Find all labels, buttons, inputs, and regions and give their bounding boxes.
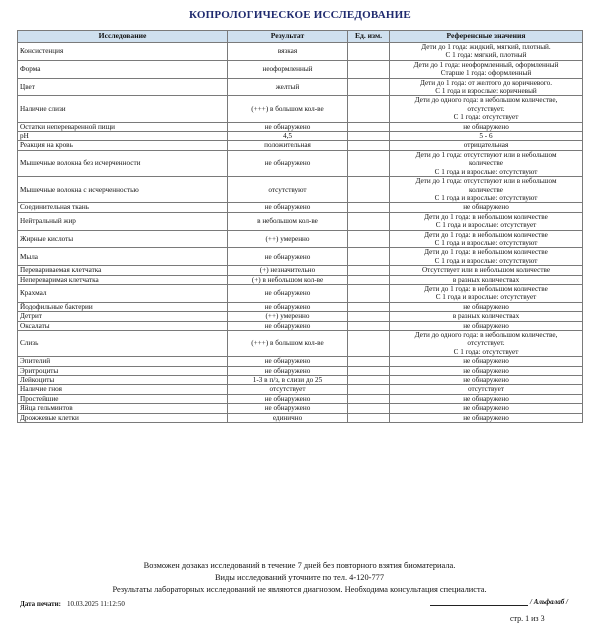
row-result: не обнаружено: [228, 302, 348, 311]
row-unit: [348, 357, 390, 366]
results-table: [17, 30, 583, 423]
row-result: не обнаружено: [228, 284, 348, 302]
row-test-name: Наличие слизи: [18, 96, 228, 122]
row-test-name: Перевариваемая клетчатка: [18, 266, 228, 275]
row-result: (+) незначительно: [228, 266, 348, 275]
reference-line: Старше 1 года: оформленный: [440, 69, 532, 78]
reference-line: 5 - 6: [479, 132, 493, 141]
signature-line: [430, 597, 528, 606]
print-date-value: 10.03.2025 11:12:50: [66, 600, 125, 608]
results-body: [18, 43, 583, 423]
table-row: [18, 203, 583, 212]
reference-line: не обнаружено: [463, 413, 509, 422]
reference-line: отсутствует.: [467, 104, 505, 113]
row-unit: [348, 78, 390, 96]
row-reference: [390, 212, 583, 230]
reference-line: не обнаружено: [463, 366, 509, 375]
row-result: положительная: [228, 141, 348, 150]
footer-note-phone: Виды исследований уточните по тел. 4-120-777: [214, 573, 385, 582]
row-result: не обнаружено: [228, 203, 348, 212]
table-row: [18, 394, 583, 403]
table-row: [18, 331, 583, 357]
table-row: [18, 275, 583, 284]
row-reference: [390, 312, 583, 321]
header-unit: Ед. изм.: [348, 31, 390, 43]
row-test-name: Простейшие: [18, 394, 228, 403]
table-row: [18, 78, 583, 96]
row-reference: [390, 96, 583, 122]
row-unit: [348, 60, 390, 78]
reference-line: не обнаружено: [463, 394, 509, 403]
reference-line: отсутствует.: [467, 339, 505, 348]
row-unit: [348, 284, 390, 302]
row-reference: [390, 331, 583, 357]
row-test-name: Непереваримая клетчатка: [18, 275, 228, 284]
row-reference: [390, 302, 583, 311]
row-unit: [348, 404, 390, 413]
row-reference: [390, 357, 583, 366]
reference-line: С 1 года и взрослые: отсутствуют: [434, 167, 538, 176]
row-test-name: Консистенция: [18, 43, 228, 61]
row-test-name: Форма: [18, 60, 228, 78]
row-result: не обнаружено: [228, 357, 348, 366]
row-unit: [348, 394, 390, 403]
reference-line: Дети до одного года: в небольшом количестве,: [414, 331, 558, 339]
reference-line: С 1 года и взрослые: отсутствует: [435, 221, 537, 230]
row-reference: [390, 78, 583, 96]
row-test-name: Эпителий: [18, 357, 228, 366]
print-date: [20, 600, 125, 608]
row-unit: [348, 413, 390, 422]
reference-line: не обнаружено: [463, 404, 509, 413]
table-row: [18, 150, 583, 176]
row-unit: [348, 122, 390, 131]
row-test-name: Мышечные волокна с исчерченностью: [18, 177, 228, 203]
reference-line: количестве: [469, 159, 503, 168]
table-row: [18, 404, 583, 413]
row-result: желтый: [228, 78, 348, 96]
row-result: (+++) в большом кол-ве: [228, 96, 348, 122]
row-result: единично: [228, 413, 348, 422]
row-result: неоформленный: [228, 60, 348, 78]
reference-line: Дети до одного года: в небольшом количестве,: [414, 96, 558, 105]
row-test-name: Слизь: [18, 331, 228, 357]
header-reference: Референсные значения: [390, 31, 583, 43]
row-test-name: Жирные кислоты: [18, 230, 228, 248]
footer-notes: [17, 560, 582, 596]
row-test-name: Нейтральный жир: [18, 212, 228, 230]
footer-note-disclaimer: Результаты лабораторных исследований не являются диагнозом. Необходима консультация специалиста.: [112, 585, 487, 594]
header-result: Результат: [228, 31, 348, 43]
footer-note-reorder: Возможен дозаказ исследований в течение 7 дней без повторного взятия биоматериала.: [143, 561, 456, 570]
row-reference: [390, 43, 583, 61]
row-test-name: Остатки непереваренной пищи: [18, 122, 228, 131]
row-reference: [390, 177, 583, 203]
reference-line: отрицательная: [463, 141, 509, 150]
row-unit: [348, 302, 390, 311]
row-reference: [390, 203, 583, 212]
row-reference: [390, 404, 583, 413]
reference-line: С 1 года и взрослые: коричневый: [435, 87, 537, 96]
reference-line: С 1 года и взрослые: отсутствуют: [434, 238, 538, 247]
table-row: [18, 60, 583, 78]
row-reference: [390, 376, 583, 385]
table-row: [18, 96, 583, 122]
reference-line: Дети до 1 года: от желтого до коричневого.: [419, 78, 553, 87]
row-unit: [348, 177, 390, 203]
print-date-label: Дата печати:: [20, 600, 61, 608]
table-row: [18, 43, 583, 61]
row-test-name: Реакция на кровь: [18, 141, 228, 150]
row-reference: [390, 284, 583, 302]
table-row: [18, 284, 583, 302]
reference-line: С 1 года и взрослые: отсутствует: [435, 293, 537, 302]
reference-line: отсутствует: [468, 385, 504, 394]
row-unit: [348, 321, 390, 330]
table-row: [18, 366, 583, 375]
row-result: 4,5: [228, 132, 348, 141]
row-test-name: Детрит: [18, 312, 228, 321]
row-result: не обнаружено: [228, 150, 348, 176]
table-row: [18, 312, 583, 321]
row-unit: [348, 376, 390, 385]
row-unit: [348, 212, 390, 230]
row-unit: [348, 385, 390, 394]
reference-line: количестве: [469, 185, 503, 194]
reference-line: С 1 года: отсутствует: [453, 113, 519, 122]
row-result: не обнаружено: [228, 366, 348, 375]
reference-line: Дети до 1 года: отсутствуют или в небольшом: [415, 150, 557, 159]
table-row: [18, 266, 583, 275]
reference-line: С 1 года: мягкий, плотный: [445, 51, 527, 60]
row-unit: [348, 96, 390, 122]
row-result: отсутствуют: [228, 177, 348, 203]
row-reference: [390, 413, 583, 422]
row-unit: [348, 203, 390, 212]
table-header-row: [18, 31, 583, 43]
table-row: [18, 122, 583, 131]
row-result: отсутствует: [228, 385, 348, 394]
row-result: в небольшом кол-ве: [228, 212, 348, 230]
row-test-name: Лейкоциты: [18, 376, 228, 385]
row-reference: [390, 150, 583, 176]
row-unit: [348, 331, 390, 357]
table-row: [18, 376, 583, 385]
reference-line: не обнаружено: [463, 122, 509, 131]
table-row: [18, 132, 583, 141]
table-row: [18, 141, 583, 150]
row-unit: [348, 312, 390, 321]
row-test-name: pH: [18, 132, 228, 141]
row-unit: [348, 150, 390, 176]
page-title: КОПРОЛОГИЧЕСКОЕ ИССЛЕДОВАНИЕ: [189, 9, 411, 21]
row-result: (++) умеренно: [228, 312, 348, 321]
reference-line: не обнаружено: [463, 376, 509, 385]
row-reference: [390, 275, 583, 284]
row-test-name: Соединительная ткань: [18, 203, 228, 212]
reference-line: Дети до 1 года: в небольшом количестве: [424, 212, 548, 221]
reference-line: не обнаружено: [463, 302, 509, 311]
row-result: (+++) в большом кол-ве: [228, 331, 348, 357]
reference-line: Дети до 1 года: в небольшом количестве: [424, 230, 548, 239]
reference-line: С 1 года: отсутствует: [453, 347, 519, 356]
table-row: [18, 230, 583, 248]
page-number: стр. 1 из 3: [510, 614, 545, 623]
row-test-name: Мыла: [18, 248, 228, 266]
reference-line: в разных количествах: [452, 275, 520, 284]
signature-label: / Альфалаб /: [530, 598, 568, 606]
row-result: не обнаружено: [228, 122, 348, 131]
reference-line: Отсутствует или в небольшом количестве: [421, 266, 551, 275]
row-unit: [348, 366, 390, 375]
row-test-name: Яйца гельминтов: [18, 404, 228, 413]
reference-line: Дети до 1 года: в небольшом количестве: [424, 284, 548, 293]
row-unit: [348, 275, 390, 284]
row-reference: [390, 230, 583, 248]
row-test-name: Дрожжевые клетки: [18, 413, 228, 422]
row-result: не обнаружено: [228, 404, 348, 413]
row-test-name: Оксалаты: [18, 321, 228, 330]
row-result: не обнаружено: [228, 394, 348, 403]
row-unit: [348, 248, 390, 266]
row-result: не обнаружено: [228, 321, 348, 330]
row-reference: [390, 385, 583, 394]
table-row: [18, 177, 583, 203]
row-result: 1-3 в п/з, в слизи до 25: [228, 376, 348, 385]
row-reference: [390, 122, 583, 131]
table-row: [18, 321, 583, 330]
signature: [430, 597, 568, 606]
row-reference: [390, 266, 583, 275]
row-test-name: Цвет: [18, 78, 228, 96]
row-test-name: Наличие гноя: [18, 385, 228, 394]
row-reference: [390, 248, 583, 266]
row-unit: [348, 230, 390, 248]
row-reference: [390, 394, 583, 403]
row-test-name: Йодофильные бактерии: [18, 302, 228, 311]
row-test-name: Эритроциты: [18, 366, 228, 375]
row-reference: [390, 321, 583, 330]
table-row: [18, 385, 583, 394]
row-reference: [390, 132, 583, 141]
row-reference: [390, 60, 583, 78]
row-reference: [390, 141, 583, 150]
reference-line: С 1 года и взрослые: отсутствуют: [434, 193, 538, 202]
reference-line: Дети до 1 года: в небольшом количестве: [424, 248, 548, 257]
row-result: (+) в небольшом кол-ве: [228, 275, 348, 284]
table-row: [18, 357, 583, 366]
row-unit: [348, 43, 390, 61]
reference-line: С 1 года и взрослые: отсутствуют: [434, 256, 538, 265]
reference-line: Дети до 1 года: неоформленный, оформленный: [413, 60, 559, 69]
row-result: не обнаружено: [228, 248, 348, 266]
row-test-name: Мышечные волокна без исчерченности: [18, 150, 228, 176]
row-result: вязкая: [228, 43, 348, 61]
reference-line: Дети до 1 года: отсутствуют или в небольшом: [415, 177, 557, 186]
reference-line: не обнаружено: [463, 203, 509, 212]
row-result: (++) умеренно: [228, 230, 348, 248]
table-row: [18, 212, 583, 230]
header-test: Исследование: [18, 31, 228, 43]
row-unit: [348, 132, 390, 141]
row-reference: [390, 366, 583, 375]
reference-line: не обнаружено: [463, 321, 509, 330]
table-row: [18, 302, 583, 311]
row-unit: [348, 141, 390, 150]
reference-line: не обнаружено: [463, 357, 509, 366]
reference-line: Дети до 1 года: жидкий, мягкий, плотный.: [421, 43, 551, 51]
reference-line: в разных количествах: [452, 312, 520, 321]
row-test-name: Крахмал: [18, 284, 228, 302]
row-unit: [348, 266, 390, 275]
table-row: [18, 248, 583, 266]
table-row: [18, 413, 583, 422]
